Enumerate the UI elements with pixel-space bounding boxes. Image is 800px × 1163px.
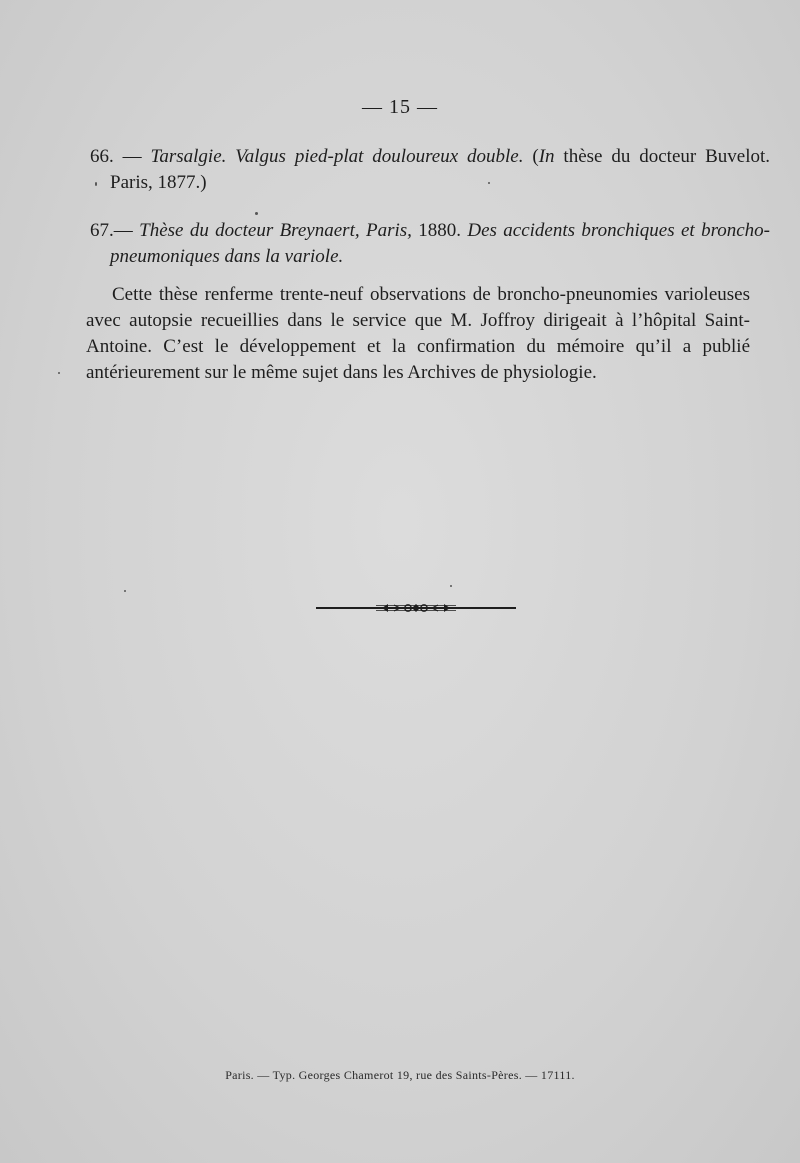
entry-title: Thèse du docteur Breynaert, Paris,: [139, 220, 412, 241]
entry-source: thèse du docteur Buvelot. Paris, 1877.): [110, 146, 771, 193]
entry-number: 67.: [90, 220, 114, 241]
entry-title: Tarsalgie. Valgus pied-plat douloureux double.: [150, 146, 524, 167]
entry-in: In: [538, 146, 555, 167]
entry-year: 1880.: [411, 220, 468, 241]
paper-speck: [450, 585, 452, 587]
bibliography-entry-67: [90, 218, 770, 270]
paper-speck: [95, 182, 97, 186]
entry-subtitle: Des accidents bronchiques et broncho-pneumoniques dans la variole.: [110, 220, 771, 267]
entry-paren-open: (: [523, 146, 539, 167]
paper-speck: [255, 212, 258, 215]
body-paragraph: Cette thèse renferme trente-neuf observations de broncho-pneunomies varioleuses avec autopsie recueillies dans le service que M. Joffroy dirigeait à l’hôpital Saint-Antoine. C’est le développement et la confirmation du mémoire qu’il a publié antérieurement sur le même sujet dans les Archives de physiologie.: [86, 284, 750, 383]
paper-speck: [58, 372, 60, 374]
entry-dash: —: [113, 146, 151, 167]
entry-number: 66.: [90, 146, 114, 167]
bibliography-entry-66: [90, 144, 770, 196]
ornament-divider: [316, 598, 516, 618]
page-number: — 15 —: [362, 96, 438, 118]
paper-speck: [488, 182, 490, 184]
printer-footer: Paris. — Typ. Georges Chamerot 19, rue des Saints-Pères. — 17111.: [225, 1068, 575, 1082]
entry-dash: —: [113, 220, 140, 241]
paper-speck: [124, 590, 126, 592]
